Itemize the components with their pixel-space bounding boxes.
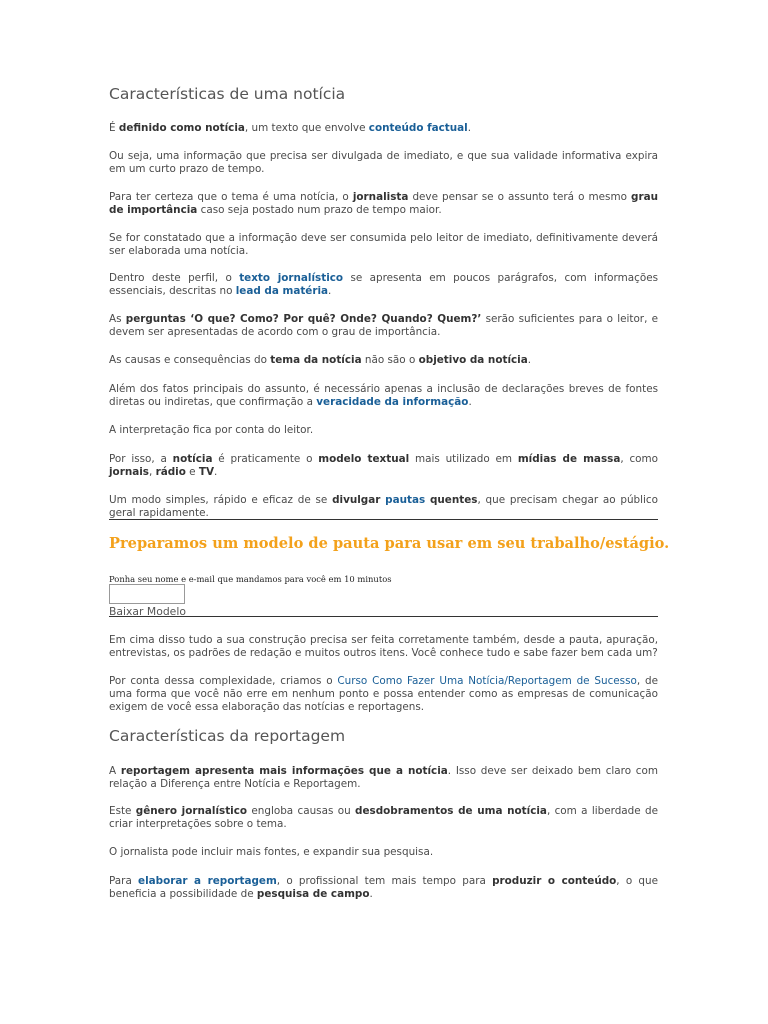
paragraph: Por conta dessa complexidade, criamos o Curso Como Fazer Uma Notícia/Reportagem de Sucesso, de uma forma que você não erre em nenhum ponto e possa entender como as empresas de comunicação exigem de você essa elaboração das notícias e reportagens. bbox=[109, 675, 658, 713]
paragraph: Se for constatado que a informação deve ser consumida pelo leitor de imediato, definitivamente deverá ser elaborada uma notícia. bbox=[109, 232, 658, 257]
link-conteudo-factual[interactable]: conteúdo factual bbox=[368, 122, 468, 134]
paragraph: Ou seja, uma informação que precisa ser divulgada de imediato, e que sua validade informativa expira em um curto prazo de tempo. bbox=[109, 150, 658, 175]
divider bbox=[109, 519, 658, 520]
paragraph: A reportagem apresenta mais informações que a notícia. Isso deve ser deixado bem claro com relação a Diferença entre Notícia e Reportagem. bbox=[109, 765, 658, 790]
paragraph: A interpretação fica por conta do leitor. bbox=[109, 424, 314, 436]
paragraph: As causas e consequências do tema da notícia não são o objetivo da notícia. bbox=[109, 354, 532, 366]
link-texto-jornalistico[interactable]: texto jornalístico bbox=[239, 272, 344, 284]
link-veracidade-da-informacao[interactable]: veracidade da informação bbox=[316, 396, 469, 408]
section-heading-reportagem: Características da reportagem bbox=[109, 727, 346, 745]
paragraph: Além dos fatos principais do assunto, é necessário apenas a inclusão de declarações breves de fontes diretas ou indiretas, que confirmação a veracidade da informação. bbox=[109, 383, 658, 408]
email-field[interactable] bbox=[109, 584, 185, 604]
download-model-button[interactable]: Baixar Modelo bbox=[109, 605, 186, 618]
link-pautas[interactable]: pautas bbox=[385, 494, 426, 506]
link-lead-da-materia[interactable]: lead da matéria bbox=[235, 285, 329, 297]
link-elaborar-a-reportagem[interactable]: elaborar a reportagem bbox=[138, 875, 277, 887]
section-heading-noticia: Características de uma notícia bbox=[109, 85, 346, 103]
paragraph: Por isso, a notícia é praticamente o modelo textual mais utilizado em mídias de massa, como jornais, rádio e TV. bbox=[109, 453, 658, 478]
paragraph: Para ter certeza que o tema é uma notícia, o jornalista deve pensar se o assunto terá o mesmo grau de importância caso seja postado num prazo de tempo maior. bbox=[109, 191, 659, 216]
paragraph: Em cima disso tudo a sua construção precisa ser feita corretamente também, desde a pauta, apuração, entrevistas, os padrões de redação e muitos outros itens. Você conhece tudo e sabe fazer bem cada um? bbox=[109, 634, 658, 659]
promo-title: Preparamos um modelo de pauta para usar em seu trabalho/estágio. bbox=[109, 535, 670, 552]
form-instruction: Ponha seu nome e e-mail que mandamos para você em 10 minutos bbox=[109, 574, 392, 584]
link-curso[interactable]: Curso Como Fazer Uma Notícia/Reportagem de Sucesso bbox=[337, 675, 637, 687]
paragraph: As perguntas ‘O que? Como? Por quê? Onde? Quando? Quem?’ serão suficientes para o leitor, e devem ser apresentadas de acordo com o grau de importância. bbox=[109, 313, 658, 338]
paragraph: Um modo simples, rápido e eficaz de se divulgar pautas quentes, que precisam chegar ao público geral rapidamente. bbox=[109, 494, 658, 519]
divider bbox=[109, 616, 658, 617]
paragraph: Este gênero jornalístico engloba causas ou desdobramentos de uma notícia, com a liberdade de criar interpretações sobre o tema. bbox=[109, 805, 658, 830]
paragraph: Dentro deste perfil, o texto jornalístico se apresenta em poucos parágrafos, com informações essenciais, descritas no lead da matéria. bbox=[109, 272, 658, 297]
paragraph: É definido como notícia, um texto que envolve conteúdo factual. bbox=[109, 122, 472, 134]
paragraph: Para elaborar a reportagem, o profissional tem mais tempo para produzir o conteúdo, o que beneficia a possibilidade de pesquisa de campo. bbox=[109, 875, 659, 900]
paragraph: O jornalista pode incluir mais fontes, e expandir sua pesquisa. bbox=[109, 846, 434, 858]
